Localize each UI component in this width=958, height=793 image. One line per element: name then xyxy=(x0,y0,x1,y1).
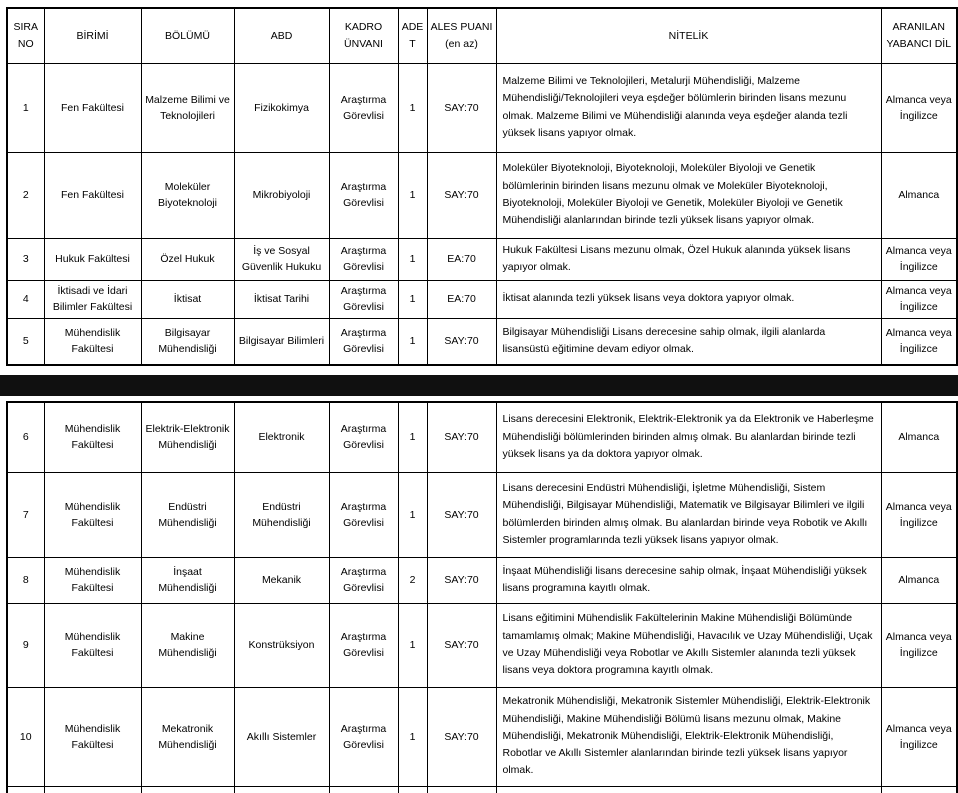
title-cell: Araştırma Görevlisi xyxy=(329,318,398,365)
ales-score-cell: SAY:70 xyxy=(427,472,496,557)
language-cell: Almanca veya İngilizce xyxy=(881,603,957,687)
abd-cell: Konstrüksiyon xyxy=(234,603,329,687)
title-cell: Araştırma Görevlisi xyxy=(329,238,398,280)
table-body-upper xyxy=(7,63,957,365)
title-cell: Araştırma Görevlisi xyxy=(329,280,398,318)
row-number-cell: 6 xyxy=(7,402,44,472)
row-number-cell: 2 xyxy=(7,152,44,238)
row-number-cell: 5 xyxy=(7,318,44,365)
qualification-cell: Bilgisayar Mühendisliği Lisans derecesine sahip olmak, ilgili alanlarda lisansüstü eğitimine devam ediyor olmak. xyxy=(496,318,881,365)
ales-score-cell: EA:70 xyxy=(427,238,496,280)
cut-off-row xyxy=(7,786,957,793)
abd-cell: Endüstri Mühendisliği xyxy=(234,472,329,557)
ales-score-cell: SAY:70 xyxy=(427,152,496,238)
column-header-nitelik: NİTELİK xyxy=(496,8,881,63)
unit-cell: Mühendislik Fakültesi xyxy=(44,687,141,786)
department-cell: Moleküler Biyoteknoloji xyxy=(141,152,234,238)
table-row xyxy=(7,318,957,365)
positions-table-lower xyxy=(6,401,958,793)
column-header-sira-no: SIRA NO xyxy=(7,8,44,63)
black-separator-bar xyxy=(0,375,958,396)
unit-cell: Hukuk Fakültesi xyxy=(44,238,141,280)
table-row xyxy=(7,687,957,786)
qualification-cell: Malzeme Bilimi ve Teknolojileri, Metalurji Mühendisliği, Malzeme Mühendisliği/Teknolojileri veya eşdeğer bölümlerin birinden lisans mezunu olmak. Malzeme Bilimi ve Mühendisliği alanında veya eşdeğer alanda tezli yüksek lisans yapıyor olmak. xyxy=(496,63,881,152)
qualification-cell: Moleküler Biyoteknoloji, Biyoteknoloji, Moleküler Biyoloji ve Genetik bölümlerinin birinden lisans mezunu olmak ve Moleküler Biyoteknoloji, Biyoteknoloji, Moleküler Biyoloji ve Genetik, Moleküler Biyoloji ve Genetik Mühendisliği alanlarından birinde tezli yüksek lisans yapıyor olmak. xyxy=(496,152,881,238)
table-row xyxy=(7,603,957,687)
language-cell: Almanca veya İngilizce xyxy=(881,238,957,280)
title-cell: Araştırma Görevlisi xyxy=(329,603,398,687)
department-cell: Mekatronik Mühendisliği xyxy=(141,687,234,786)
row-number-cell: 10 xyxy=(7,687,44,786)
table-row xyxy=(7,557,957,603)
language-cell: Almanca veya İngilizce xyxy=(881,687,957,786)
language-cell: Almanca veya İngilizce xyxy=(881,318,957,365)
column-header-birimi: BİRİMİ xyxy=(44,8,141,63)
abd-cell: Mekanik xyxy=(234,557,329,603)
abd-cell: Elektronik xyxy=(234,402,329,472)
unit-cell: Mühendislik Fakültesi xyxy=(44,402,141,472)
language-cell: Almanca xyxy=(881,557,957,603)
count-cell: 1 xyxy=(398,152,427,238)
count-cell: 1 xyxy=(398,280,427,318)
count-cell: 2 xyxy=(398,557,427,603)
table-row xyxy=(7,238,957,280)
abd-cell: Fizikokimya xyxy=(234,63,329,152)
unit-cell: Mühendislik Fakültesi xyxy=(44,318,141,365)
unit-cell: Fen Fakültesi xyxy=(44,63,141,152)
column-header-abd: ABD xyxy=(234,8,329,63)
qualification-cell: İktisat alanında tezli yüksek lisans veya doktora yapıyor olmak. xyxy=(496,280,881,318)
unit-cell: Fen Fakültesi xyxy=(44,152,141,238)
count-cell: 1 xyxy=(398,472,427,557)
ales-score-cell: SAY:70 xyxy=(427,687,496,786)
count-cell: 1 xyxy=(398,687,427,786)
table-body-lower xyxy=(7,402,957,786)
count-cell: 1 xyxy=(398,238,427,280)
abd-cell: İş ve Sosyal Güvenlik Hukuku xyxy=(234,238,329,280)
unit-cell: Mühendislik Fakültesi xyxy=(44,557,141,603)
count-cell: 1 xyxy=(398,63,427,152)
qualification-cell: Lisans derecesini Endüstri Mühendisliği, İşletme Mühendisliği, Sistem Mühendisliği, Bilgisayar Mühendisliği, Matematik ve Bilgisayar Bilimleri ve ilgili bölümlerden birinden almış olmak. Bu alanlardan birinde veya Robotik ve Akıllı Sistemler programlarında tezli yüksek lisans yapıyor olmak. xyxy=(496,472,881,557)
table-row-partial xyxy=(7,786,957,793)
row-number-cell: 3 xyxy=(7,238,44,280)
ales-score-cell: SAY:70 xyxy=(427,603,496,687)
department-cell: Malzeme Bilimi ve Teknolojileri xyxy=(141,63,234,152)
table-row xyxy=(7,63,957,152)
language-cell: Almanca xyxy=(881,152,957,238)
abd-cell: İktisat Tarihi xyxy=(234,280,329,318)
title-cell: Araştırma Görevlisi xyxy=(329,687,398,786)
table-row xyxy=(7,472,957,557)
qualification-cell: Lisans eğitimini Mühendislik Fakültelerinin Makine Mühendisliği Bölümünde tamamlamış olmak; Makine Mühendisliği, Havacılık ve Uzay Mühendisliği, Uçak ve Uzay Mühendisliği veya Robotlar ve Akıllı Sistemler alanında tezli yüksek lisans veya doktora programına kayıtlı olmak. xyxy=(496,603,881,687)
department-cell: Makine Mühendisliği xyxy=(141,603,234,687)
table-header xyxy=(7,8,957,63)
ales-score-cell: SAY:70 xyxy=(427,402,496,472)
department-cell: Elektrik-Elektronik Mühendisliği xyxy=(141,402,234,472)
count-cell: 1 xyxy=(398,603,427,687)
column-header-ales: ALES PUANI (en az) xyxy=(427,8,496,63)
row-number-cell: 1 xyxy=(7,63,44,152)
qualification-cell: İnşaat Mühendisliği lisans derecesine sahip olmak, İnşaat Mühendisliği yüksek lisans programına kayıtlı olmak. xyxy=(496,557,881,603)
row-number-cell: 9 xyxy=(7,603,44,687)
qualification-cell: Hukuk Fakültesi Lisans mezunu olmak, Özel Hukuk alanında yüksek lisans yapıyor olmak. xyxy=(496,238,881,280)
abd-cell: Mikrobiyoloji xyxy=(234,152,329,238)
abd-cell: Akıllı Sistemler xyxy=(234,687,329,786)
column-header-dil: ARANILAN YABANCI DİL xyxy=(881,8,957,63)
row-number-cell: 8 xyxy=(7,557,44,603)
title-cell: Araştırma Görevlisi xyxy=(329,472,398,557)
header-row xyxy=(7,8,957,63)
count-cell: 1 xyxy=(398,402,427,472)
department-cell: Bilgisayar Mühendisliği xyxy=(141,318,234,365)
language-cell: Almanca veya İngilizce xyxy=(881,63,957,152)
qualification-cell: Mekatronik Mühendisliği, Mekatronik Sistemler Mühendisliği, Elektrik-Elektronik Mühendisliği, Makine Mühendisliği Bölümü lisans mezunu olmak, Makine Mühendisliği, Mekatronik Mühendisliği, Elektrik-Elektronik Mühendisliği, Robotlar ve Akıllı Sistemler alanlarından birinde tezli yüksek lisans yapıyor olmak. xyxy=(496,687,881,786)
title-cell: Araştırma Görevlisi xyxy=(329,402,398,472)
title-cell: Araştırma Görevlisi xyxy=(329,152,398,238)
ales-score-cell: EA:70 xyxy=(427,280,496,318)
row-number-cell: 7 xyxy=(7,472,44,557)
column-header-adet: ADET xyxy=(398,8,427,63)
language-cell: Almanca xyxy=(881,402,957,472)
language-cell: Almanca veya İngilizce xyxy=(881,280,957,318)
qualification-cell: Lisans derecesini Elektronik, Elektrik-Elektronik ya da Elektronik ve Haberleşme Mühendisliği bölümlerinden birinden almış olmak. Bu alanlardan birinde tezli yüksek lisans ya da doktora yapıyor olmak. xyxy=(496,402,881,472)
table-row xyxy=(7,152,957,238)
count-cell: 1 xyxy=(398,318,427,365)
abd-cell: Bilgisayar Bilimleri xyxy=(234,318,329,365)
column-header-kadro: KADRO ÜNVANI xyxy=(329,8,398,63)
department-cell: İktisat xyxy=(141,280,234,318)
department-cell: İnşaat Mühendisliği xyxy=(141,557,234,603)
title-cell: Araştırma Görevlisi xyxy=(329,557,398,603)
unit-cell: Mühendislik Fakültesi xyxy=(44,603,141,687)
ales-score-cell: SAY:70 xyxy=(427,63,496,152)
row-number-cell: 4 xyxy=(7,280,44,318)
unit-cell: İktisadi ve İdari Bilimler Fakültesi xyxy=(44,280,141,318)
ales-score-cell: SAY:70 xyxy=(427,557,496,603)
language-cell: Almanca veya İngilizce xyxy=(881,472,957,557)
column-header-bolumu: BÖLÜMÜ xyxy=(141,8,234,63)
table-row xyxy=(7,280,957,318)
positions-table-upper xyxy=(6,7,958,366)
title-cell: Araştırma Görevlisi xyxy=(329,63,398,152)
department-cell: Özel Hukuk xyxy=(141,238,234,280)
department-cell: Endüstri Mühendisliği xyxy=(141,472,234,557)
unit-cell: Mühendislik Fakültesi xyxy=(44,472,141,557)
table-row xyxy=(7,402,957,472)
ales-score-cell: SAY:70 xyxy=(427,318,496,365)
